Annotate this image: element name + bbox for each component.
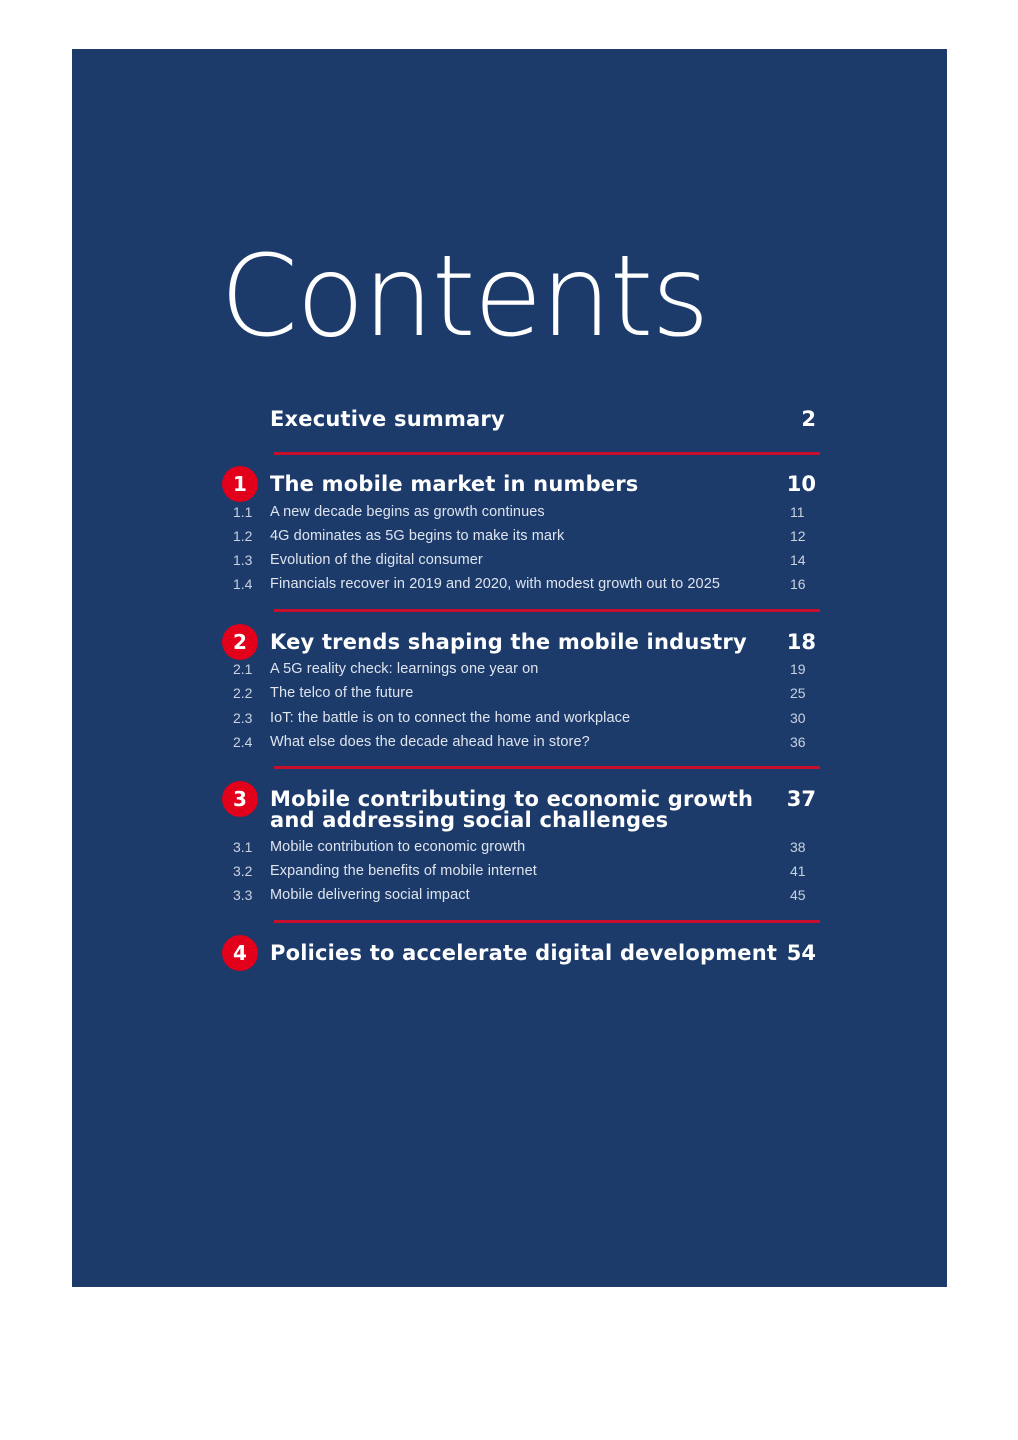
- toc-item-num: 1.2: [233, 528, 253, 544]
- toc-item-page: 30: [790, 710, 806, 726]
- toc-item-num: 3.3: [233, 887, 253, 903]
- toc-executive-summary[interactable]: Executive summary: [270, 407, 505, 431]
- toc-item-num: 1.4: [233, 576, 253, 592]
- toc-item-text[interactable]: The telco of the future: [270, 685, 414, 701]
- toc-section-3-title-line1[interactable]: Mobile contributing to economic growth: [270, 787, 754, 811]
- toc-item-text[interactable]: Financials recover in 2019 and 2020, with modest growth out to 2025: [270, 576, 721, 592]
- toc-item-page: 19: [790, 661, 806, 677]
- toc-item-page: 14: [790, 552, 806, 568]
- toc-item-num: 2.3: [233, 710, 253, 726]
- toc-item-page: 38: [790, 839, 806, 855]
- toc-item-text[interactable]: Evolution of the digital consumer: [270, 552, 483, 568]
- divider-rule: [274, 452, 820, 455]
- toc-section-1-title[interactable]: The mobile market in numbers: [270, 472, 639, 496]
- section-4-badge: 4: [222, 935, 258, 971]
- toc-item-num: 1.1: [233, 504, 253, 520]
- toc-item-text[interactable]: 4G dominates as 5G begins to make its mark: [270, 528, 565, 544]
- toc-item-text[interactable]: Mobile contribution to economic growth: [270, 839, 526, 855]
- toc-section-3-page: 37: [786, 787, 816, 811]
- section-3-badge: 3: [222, 781, 258, 817]
- toc-item-text[interactable]: A 5G reality check: learnings one year on: [270, 661, 539, 677]
- toc-item-page: 16: [790, 576, 806, 592]
- toc-item-num: 2.2: [233, 685, 253, 701]
- toc-item-text[interactable]: IoT: the battle is on to connect the home and workplace: [270, 710, 631, 726]
- toc-item-page: 12: [790, 528, 806, 544]
- toc-item-page: 45: [790, 887, 806, 903]
- divider-rule: [274, 766, 820, 769]
- section-2-badge: 2: [222, 624, 258, 660]
- toc-section-2-page: 18: [786, 630, 816, 654]
- toc-item-text[interactable]: Mobile delivering social impact: [270, 887, 470, 903]
- toc-item-page: 25: [790, 685, 806, 701]
- toc-section-3-title-line2[interactable]: and addressing social challenges: [270, 808, 669, 832]
- toc-item-num: 3.2: [233, 863, 253, 879]
- divider-rule: [274, 609, 820, 612]
- toc-section-2-title[interactable]: Key trends shaping the mobile industry: [270, 630, 747, 654]
- toc-section-4-page: 54: [786, 941, 816, 965]
- toc-item-num: 2.4: [233, 734, 253, 750]
- toc-item-num: 2.1: [233, 661, 253, 677]
- divider-rule: [274, 920, 820, 923]
- toc-item-page: 41: [790, 863, 806, 879]
- toc-item-text[interactable]: A new decade begins as growth continues: [270, 504, 545, 520]
- toc-item-text[interactable]: What else does the decade ahead have in store?: [270, 734, 590, 750]
- toc-executive-summary-page: 2: [801, 407, 816, 431]
- toc-item-num: 3.1: [233, 839, 253, 855]
- toc-item-page: 36: [790, 734, 806, 750]
- toc-item-text[interactable]: Expanding the benefits of mobile internet: [270, 863, 537, 879]
- toc-item-page: 11: [790, 504, 805, 520]
- toc-item-num: 1.3: [233, 552, 253, 568]
- page-title: Contents: [220, 232, 708, 362]
- toc-section-1-page: 10: [786, 472, 816, 496]
- section-1-badge: 1: [222, 466, 258, 502]
- toc-section-4-title[interactable]: Policies to accelerate digital development: [270, 941, 778, 965]
